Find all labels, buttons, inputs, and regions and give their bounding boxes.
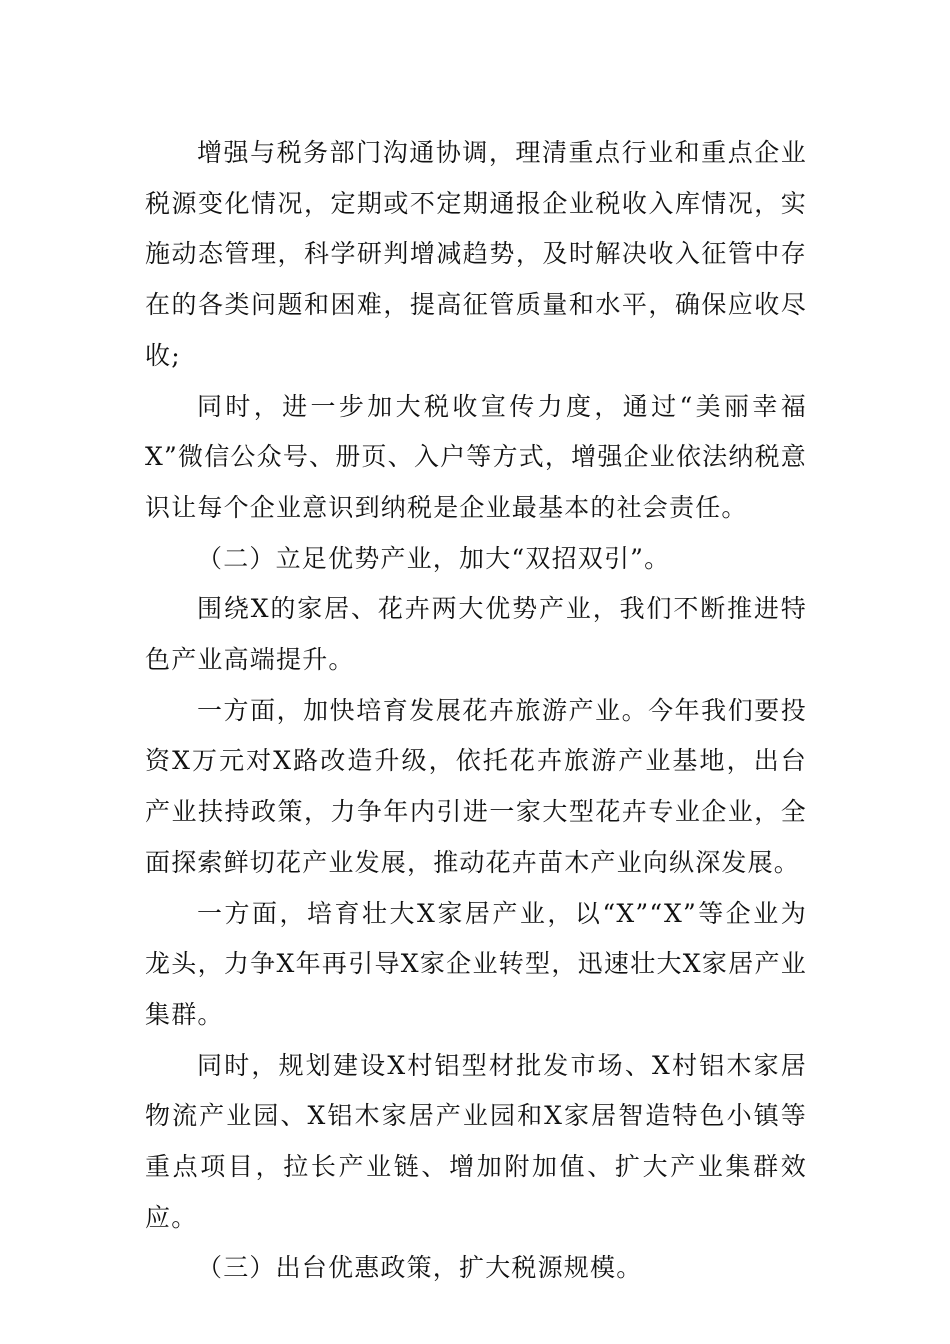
- paragraph-advantage-industries: 围绕X的家居、花卉两大优势产业，我们不断推进特色产业高端提升。: [145, 594, 807, 675]
- paragraph-home-industry: 一方面，培育壮大X家居产业，以“X”“X”等企业为龙头，力争X年再引导X家企业转型，迅速壮大X家居产业集群。: [145, 898, 807, 1029]
- document-body: [145, 128, 807, 1294]
- section-heading-three: （三）出台优惠政策，扩大税源规模。: [197, 1253, 643, 1283]
- paragraph-tax-publicity: 同时，进一步加大税收宣传力度，通过“美丽幸福X”微信公众号、册页、入户等方式，增强企业依法纳税意识让每个企业意识到纳税是企业最基本的社会责任。: [145, 391, 807, 522]
- paragraph-key-projects: 同时，规划建设X村铝型材批发市场、X村铝木家居物流产业园、X铝木家居产业园和X家居智造特色小镇等重点项目，拉长产业链、增加附加值、扩大产业集群效应。: [145, 1050, 807, 1232]
- paragraph-tax-coordination: 增强与税务部门沟通协调，理清重点行业和重点企业税源变化情况，定期或不定期通报企业税收入库情况，实施动态管理，科学研判增减趋势，及时解决收入征管中存在的各类问题和困难，提高征管质量和水平，确保应收尽收;: [145, 138, 807, 370]
- paragraph-flower-tourism: 一方面，加快培育发展花卉旅游产业。今年我们要投资X万元对X路改造升级，依托花卉旅游产业基地，出台产业扶持政策，力争年内引进一家大型花卉专业企业，全面探索鲜切花产业发展，推动花卉苗木产业向纵深发展。: [145, 695, 807, 877]
- section-heading-two: （二）立足优势产业，加大“双招双引”。: [197, 543, 671, 573]
